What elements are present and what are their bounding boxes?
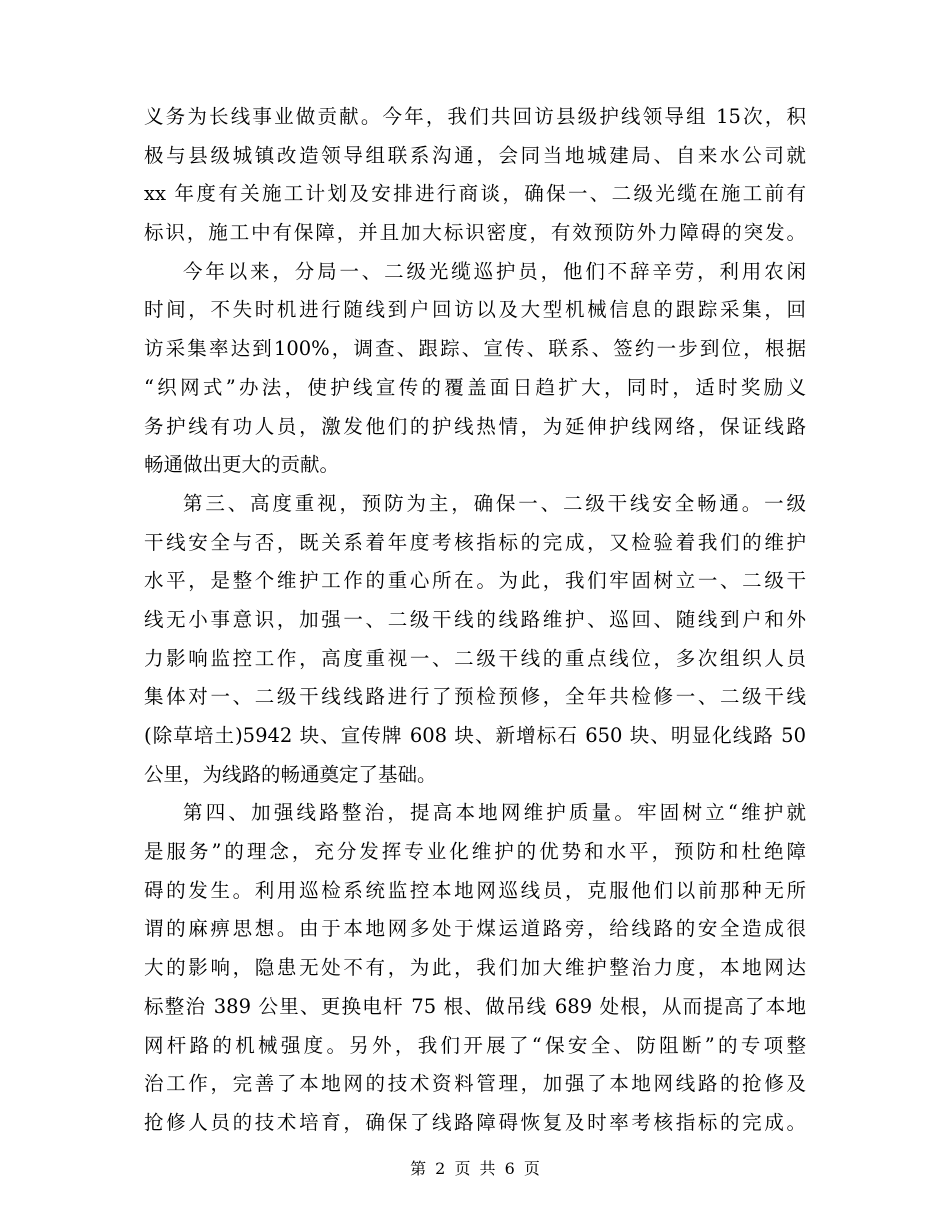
text-line: 网杆路的机械强度。另外，我们开展了“保安全、防阻断”的专项整 xyxy=(144,1033,806,1057)
text-line: 干线安全与否，既关系着年度考核指标的完成，又检验着我们的维护 xyxy=(144,530,806,554)
text-line: “织网式”办法，使护线宣传的覆盖面日趋扩大，同时，适时奖励义 xyxy=(144,375,806,399)
paragraph xyxy=(144,794,806,1142)
text-line: 碍的发生。利用巡检系统监控本地网巡线员，克服他们以前那种无所 xyxy=(144,878,806,902)
text-line: 集体对一、二级干线线路进行了预检预修，全年共检修一、二级干线 xyxy=(144,685,806,709)
text-line: (除草培土)5942 块、宣传牌 608 块、新增标石 650 块、明显化线路 50 xyxy=(144,724,806,747)
text-line: 大的影响，隐患无处不有，为此，我们加大维护整治力度，本地网达 xyxy=(144,956,806,980)
text-line: 访采集率达到100%，调查、跟踪、宣传、联系、签约一步到位，根据 xyxy=(144,337,806,361)
text-line: 标整治 389 公里、更换电杆 75 根、做吊线 689 处根，从而提高了本地 xyxy=(144,994,806,1018)
text-line: 务护线有功人员，激发他们的护线热情，为延伸护线网络，保证线路 xyxy=(144,414,806,438)
text-line: 极与县级城镇改造领导组联系沟通，会同当地城建局、自来水公司就 xyxy=(144,143,806,167)
text-line: 标识，施工中有保障，并且加大标识密度，有效预防外力障碍的突发。 xyxy=(144,221,806,245)
text-line: 畅通做出更大的贡献。 xyxy=(144,453,340,477)
document-body xyxy=(144,98,806,1143)
text-line: 力影响监控工作，高度重视一、二级干线的重点线位，多次组织人员 xyxy=(144,646,806,670)
text-line: 公里，为线路的畅通奠定了基础。 xyxy=(144,762,437,786)
paragraph xyxy=(144,253,806,485)
page-number: 第 2 页 共 6 页 xyxy=(410,1159,540,1178)
text-line: xx 年度有关施工计划及安排进行商谈，确保一、二级光缆在施工前有 xyxy=(144,182,806,206)
paragraph xyxy=(144,485,806,795)
text-line: 治工作，完善了本地网的技术资料管理，加强了本地网线路的抢修及 xyxy=(144,1072,806,1096)
text-line: 时间，不失时机进行随线到户回访以及大型机械信息的跟踪采集，回 xyxy=(144,298,806,322)
text-line: 线无小事意识，加强一、二级干线的线路维护、巡回、随线到户和外 xyxy=(144,607,806,631)
text-line: 今年以来，分局一、二级光缆巡护员，他们不辞辛劳，利用农闲 xyxy=(183,259,806,283)
text-line: 抢修人员的技术培育，确保了线路障碍恢复及时率考核指标的完成。 xyxy=(144,1110,806,1134)
text-line: 第三、高度重视，预防为主，确保一、二级干线安全畅通。一级 xyxy=(183,491,806,515)
paragraph xyxy=(144,98,806,253)
text-line: 义务为长线事业做贡献。今年，我们共回访县级护线领导组 15次，积 xyxy=(144,105,806,128)
text-line: 第四、加强线路整治，提高本地网维护质量。牢固树立“维护就 xyxy=(183,801,806,825)
text-line: 谓的麻痹思想。由于本地网多处于煤运道路旁，给线路的安全造成很 xyxy=(144,917,806,941)
text-line: 水平，是整个维护工作的重心所在。为此，我们牢固树立一、二级干 xyxy=(144,569,806,593)
text-line: 是服务”的理念，充分发挥专业化维护的优势和水平，预防和杜绝障 xyxy=(144,840,806,864)
